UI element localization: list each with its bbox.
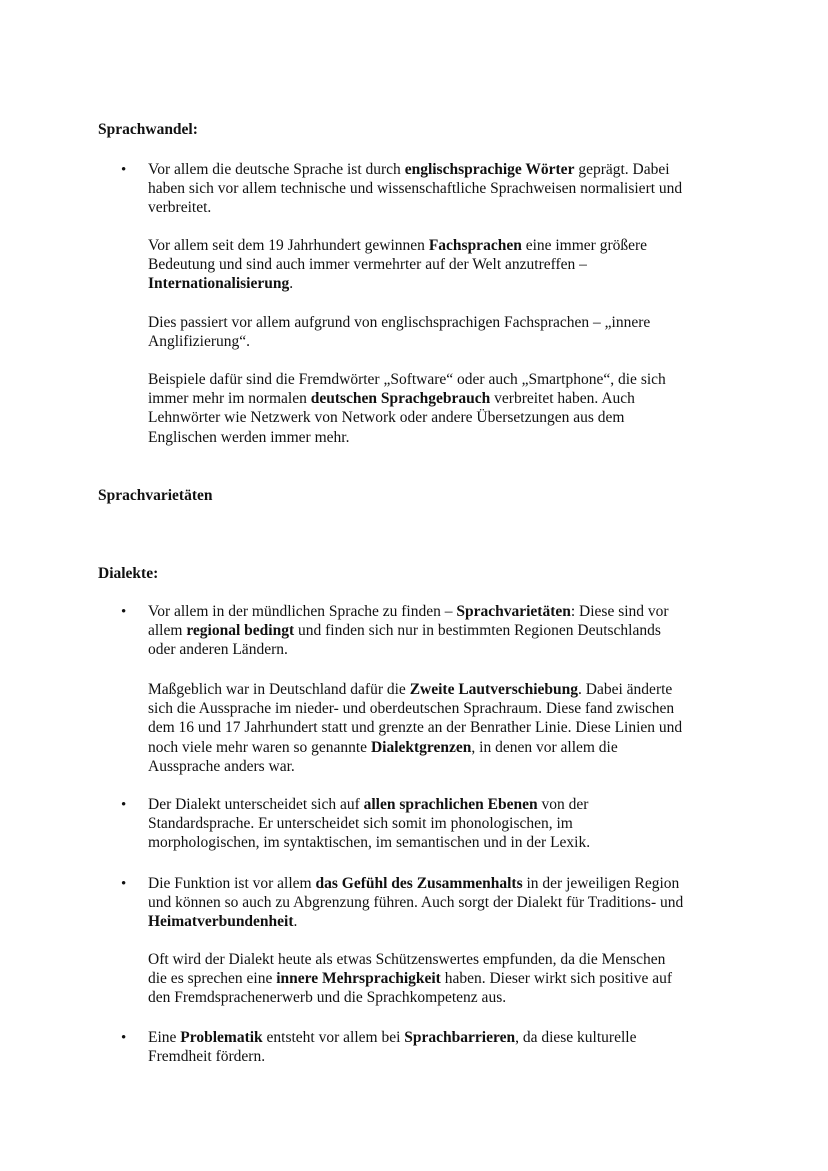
sprachwandel-paragraph-2: Vor allem seit dem 19 Jahrhundert gewinnen Fachsprachen eine immer größere Bedeutung und sind auch immer vermehrter auf der Welt anzutreffen – Internationalisierung. — [148, 237, 648, 293]
dialekte-bullet-2: Der Dialekt unterscheidet sich auf allen sprachlichen Ebenen von der Standardsprache. Er unterscheidet sich somit im phonologischen, im morphologischen, im syntaktischen, im semantischen und in der Lexik. — [148, 796, 591, 852]
heading-sprachwandel: Sprachwandel: — [98, 121, 198, 138]
dialekte-bullet-3: Die Funktion ist vor allem das Gefühl des Zusammenhalts in der jeweiligen Region und können so auch zu Abgrenzung führen. Auch sorgt der Dialekt für Traditions- und Heimatverbundenheit. — [148, 875, 684, 931]
dialekte-bullet-4: Eine Problematik entsteht vor allem bei Sprachbarrieren, da diese kulturelle Fremdheit fördern. — [148, 1029, 637, 1066]
bullet-marker: • — [121, 876, 127, 892]
dialekte-paragraph-2: Maßgeblich war in Deutschland dafür die Zweite Lautverschiebung. Dabei änderte sich die Aussprache im nieder- und oberdeutschen Sprachraum. Diese fand zwischen dem 16 und 17 Jahrhundert statt und grenzte an der Benrather Linie. Diese Linien und noch viele mehr waren so genannte Dialektgrenzen, in denen vor allem die Aussprache anders war. — [148, 681, 683, 775]
dialekte-bullet-1: Vor allem in der mündlichen Sprache zu finden – Sprachvarietäten: Diese sind vor allem regional bedingt und finden sich nur in bestimmten Regionen Deutschlands oder anderen Ländern. — [148, 603, 669, 659]
heading-dialekte: Dialekte: — [98, 565, 159, 582]
sprachwandel-paragraph-3: Dies passiert vor allem aufgrund von englischsprachigen Fachsprachen – „innere Anglifizierung“. — [148, 314, 651, 351]
heading-sprachvarietaeten: Sprachvarietäten — [98, 487, 213, 504]
bullet-marker: • — [121, 797, 127, 813]
dialekte-paragraph-4: Oft wird der Dialekt heute als etwas Schützenswertes empfunden, da die Menschen die es sprechen eine innere Mehrsprachigkeit haben. Dieser wirkt sich positive auf den Fremdsprachenerwerb und die Sprachkompetenz aus. — [148, 951, 673, 1007]
bullet-marker: • — [121, 1030, 127, 1046]
sprachwandel-bullet-1: Vor allem die deutsche Sprache ist durch englischsprachige Wörter geprägt. Dabei haben sich vor allem technische und wissenschaftliche Sprachweisen normalisiert und verbreitet. — [148, 161, 683, 217]
bullet-marker: • — [121, 162, 127, 178]
bullet-marker: • — [121, 604, 127, 620]
sprachwandel-paragraph-4: Beispiele dafür sind die Fremdwörter „Software“ oder auch „Smartphone“, die sich immer mehr im normalen deutschen Sprachgebrauch verbreitet haben. Auch Lehnwörter wie Netzwerk von Network oder andere Übersetzungen aus dem Englischen werden immer mehr. — [148, 371, 666, 446]
